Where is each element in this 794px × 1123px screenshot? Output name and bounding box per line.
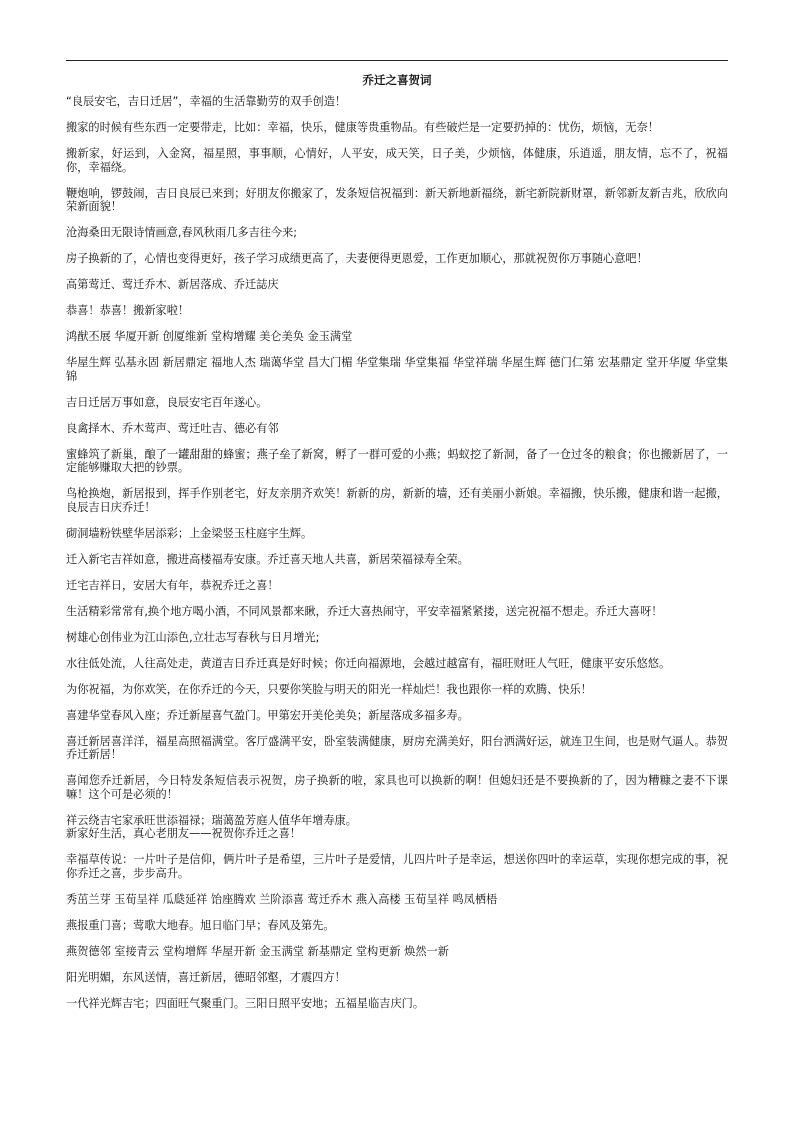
paragraph: 喜闻您乔迁新居，今日特发条短信表示祝贺，房子换新的啦，家具也可以换新的啊！但媳妇还是不要换新的了，因为糟糠之妻不下课嘛！这个可是必须的！ bbox=[66, 774, 728, 801]
paragraph: 鸟枪换炮，新居报到，挥手作别老宅，好友亲朋齐欢笑！新新的房，新新的墙，还有美丽小新娘。幸福搬，快乐搬，健康和谐一起搬，良辰吉日庆乔迁！ bbox=[66, 487, 728, 514]
paragraph: 搬家的时候有些东西一定要带走，比如：幸福，快乐，健康等贵重物品。有些破烂是一定要扔掉的：忧伤，烦恼，无奈！ bbox=[66, 121, 659, 134]
paragraph: 为你祝福，为你欢笑，在你乔迁的今天，只要你笑脸与明天的阳光一样灿烂！我也跟你一样的欢腾、快乐！ bbox=[66, 682, 592, 696]
paragraph: 水往低处流，人往高处走，黄道吉日乔迁真是好时候；你迁向福源地，会越过越富有，福旺财旺人气旺，健康平安乐悠悠。 bbox=[66, 656, 671, 670]
paragraph: 蜜蜂筑了新巢，酿了一罐甜甜的蜂蜜；燕子垒了新窝，孵了一群可爱的小燕；蚂蚁挖了新洞，备了一仓过冬的粮食；你也搬新居了，一定能够赚取大把的钞票。 bbox=[66, 447, 728, 474]
paragraph: 燕报重门喜；莺歌大地春。旭日临门早；春风及第先。 bbox=[66, 918, 335, 932]
paragraph: 华屋生辉 弘基永固 新居鼎定 福地人杰 瑞蔼华堂 昌大门楣 华堂集瑞 华堂集福 华堂祥瑞 华屋生辉 德门仁第 宏基鼎定 堂开华厦 华堂集锦 bbox=[66, 356, 728, 383]
paragraph: 迁入新宅吉祥如意，搬进高楼福寿安康。乔迁喜天地人共喜，新居荣福禄寿全荣。 bbox=[66, 552, 469, 566]
paragraph: 阳光明媚，东风送情，喜迁新居，德昭邻壑，才震四方！ bbox=[66, 970, 346, 984]
paragraph: 恭喜！恭喜！搬新家啦！ bbox=[66, 304, 190, 317]
paragraph: 秀茁兰芽 玉荀呈祥 瓜瓞延祥 饴座腾欢 兰阶添喜 莺迁乔木 燕入高楼 玉荀呈祥 鸣凤栖梧 bbox=[66, 892, 498, 906]
paragraph: 喜建华堂春风入座；乔迁新屋喜气盈门。甲第宏开美伦美奂；新屋落成多福多寿。 bbox=[66, 708, 469, 722]
document-title: 乔迁之喜贺词 bbox=[362, 73, 432, 87]
paragraph: 鞭炮响，锣鼓闹，吉日良辰已来到；好朋友你搬家了，发条短信祝福到：新天新地新福绕，新宅新院新财罩，新邻新友新吉兆，欣欣向荣新面貌！ bbox=[66, 186, 728, 213]
paragraph: 祥云绕吉宅家承旺世添福禄；瑞蔼盈芳庭人值华年增寿康。 新家好生活，真心老朋友——祝贺你乔迁之喜！ bbox=[66, 813, 357, 840]
paragraph: 沧海桑田无限诗情画意,春风秋雨几多吉往今来; bbox=[66, 226, 298, 239]
document-body bbox=[66, 72, 728, 1023]
paragraph: 良禽择木、乔木莺声、莺迁吐吉、德必有邻 bbox=[66, 421, 279, 435]
paragraph: 房子换新的了，心情也变得更好，孩子学习成绩更高了，夫妻便得更恩爱，工作更加顺心，那就祝贺你万事随心意吧！ bbox=[66, 252, 648, 265]
paragraph: 吉日迁居万事如意，良辰安宅百年遂心。 bbox=[66, 395, 268, 409]
paragraph: “良辰安宅，吉日迁居”，幸福的生活靠勤劳的双手创造！ bbox=[66, 95, 347, 108]
header-rule bbox=[66, 60, 728, 61]
paragraph: 喜迁新居喜洋洋，福星高照福满堂。客厅盛满平安，卧室装满健康，厨房充满美好，阳台洒满好运，就连卫生间，也是财气逼人。恭贺乔迁新居！ bbox=[66, 734, 728, 761]
paragraph: 幸福草传说：一片叶子是信仰，俩片叶子是希望，三片叶子是爱情，儿四片叶子是幸运，想送你四叶的幸运草，实现你想完成的事，祝你乔迁之喜，步步高升。 bbox=[66, 853, 728, 880]
paragraph: 一代祥光辉吉宅；四面旺气聚重门。三阳日照平安地；五福星临吉庆门。 bbox=[66, 996, 425, 1010]
paragraph: 树雄心创伟业为江山添色,立壮志写春秋与日月增光; bbox=[66, 630, 320, 644]
paragraph: 迁宅吉祥日，安居大有年，恭祝乔迁之喜！ bbox=[66, 578, 279, 592]
paragraph: 高第莺迁、莺迁乔木、新居落成、乔迁誌庆 bbox=[66, 278, 279, 291]
paragraph: 燕贺德邻 室接青云 堂构增辉 华屋开新 金玉满堂 新基鼎定 堂构更新 焕然一新 bbox=[66, 944, 449, 958]
paragraph: 砌洞墙粉铁壁华居添彩；上金梁竖玉柱庭宇生辉。 bbox=[66, 526, 313, 540]
paragraph: 鸿猷丕展 华厦开新 创厦维新 堂构增耀 美仑美奂 金玉满堂 bbox=[66, 330, 353, 343]
paragraph: 生活精彩常常有,换个地方喝小酒，不同风景都来瞅，乔迁大喜热闹守，平安幸福紧紧搂，送完祝福不想走。乔迁大喜呀！ bbox=[66, 604, 663, 618]
paragraph-list bbox=[66, 95, 728, 1010]
paragraph: 搬新家，好运到，入金窝，福星照，事事顺，心情好，人平安，成天笑，日子美，少烦恼，体健康，乐逍遥，朋友情，忘不了，祝福你，幸福绕。 bbox=[66, 147, 728, 174]
